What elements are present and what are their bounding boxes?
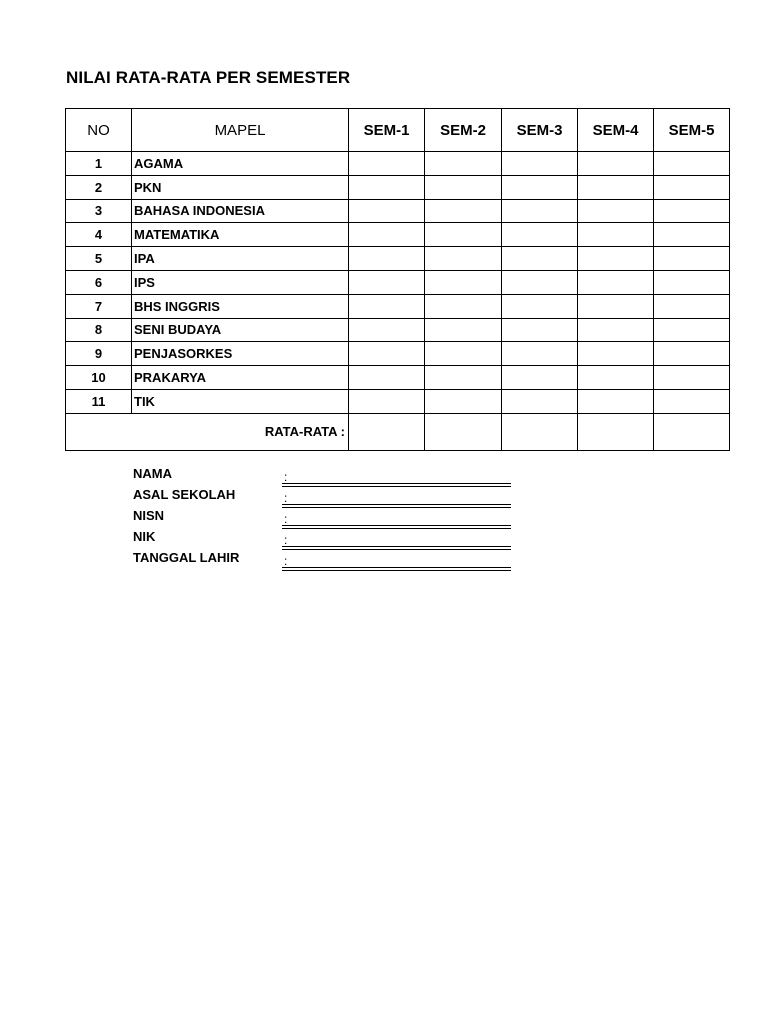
grade-cell-sem-1[interactable] [349, 342, 425, 366]
header-no: NO [66, 109, 132, 152]
grade-cell-sem-1[interactable] [349, 294, 425, 318]
grade-cell-sem-3[interactable] [502, 247, 578, 271]
average-label: RATA-RATA : [66, 413, 349, 450]
identity-label: NIK [133, 529, 156, 544]
grade-cell-sem-1[interactable] [349, 152, 425, 176]
table-row [66, 342, 730, 366]
row-no: 2 [66, 175, 132, 199]
row-mapel: PRAKARYA [132, 366, 349, 390]
identity-row-asal-sekolah [133, 487, 513, 508]
grade-cell-sem-2[interactable] [425, 223, 502, 247]
row-mapel: AGAMA [132, 152, 349, 176]
grade-cell-sem-2[interactable] [425, 389, 502, 413]
grade-cell-sem-1[interactable] [349, 199, 425, 223]
grade-cell-sem-1[interactable] [349, 318, 425, 342]
row-no: 6 [66, 270, 132, 294]
grade-cell-sem-5[interactable] [654, 342, 730, 366]
identity-row-nik [133, 529, 513, 550]
average-cell-sem-3[interactable] [502, 413, 578, 450]
table-header-row [66, 109, 730, 152]
row-mapel: SENI BUDAYA [132, 318, 349, 342]
grade-cell-sem-4[interactable] [578, 366, 654, 390]
grade-cell-sem-2[interactable] [425, 318, 502, 342]
grade-cell-sem-1[interactable] [349, 366, 425, 390]
row-no: 11 [66, 389, 132, 413]
identity-label: TANGGAL LAHIR [133, 550, 240, 565]
grade-cell-sem-4[interactable] [578, 175, 654, 199]
identity-section [133, 466, 513, 571]
average-cell-sem-1[interactable] [349, 413, 425, 450]
grade-cell-sem-5[interactable] [654, 175, 730, 199]
table-row [66, 270, 730, 294]
grade-cell-sem-3[interactable] [502, 366, 578, 390]
table-row [66, 199, 730, 223]
row-mapel: PKN [132, 175, 349, 199]
row-mapel: MATEMATIKA [132, 223, 349, 247]
page-title: NILAI RATA-RATA PER SEMESTER [66, 68, 351, 87]
average-cell-sem-5[interactable] [654, 413, 730, 450]
grade-table [65, 108, 730, 451]
grade-cell-sem-2[interactable] [425, 294, 502, 318]
table-row [66, 389, 730, 413]
grade-cell-sem-2[interactable] [425, 270, 502, 294]
row-mapel: IPA [132, 247, 349, 271]
table-row [66, 366, 730, 390]
grade-cell-sem-1[interactable] [349, 389, 425, 413]
row-no: 7 [66, 294, 132, 318]
identity-colon: : [284, 554, 288, 568]
grade-cell-sem-5[interactable] [654, 389, 730, 413]
grade-cell-sem-3[interactable] [502, 152, 578, 176]
grade-cell-sem-1[interactable] [349, 175, 425, 199]
grade-cell-sem-3[interactable] [502, 389, 578, 413]
header-sem-2: SEM-2 [425, 109, 502, 152]
identity-label: ASAL SEKOLAH [133, 487, 236, 502]
grade-cell-sem-1[interactable] [349, 223, 425, 247]
identity-colon: : [284, 533, 288, 547]
row-no: 3 [66, 199, 132, 223]
row-mapel: TIK [132, 389, 349, 413]
grade-cell-sem-4[interactable] [578, 247, 654, 271]
average-cell-sem-4[interactable] [578, 413, 654, 450]
grade-cell-sem-3[interactable] [502, 318, 578, 342]
grade-cell-sem-3[interactable] [502, 223, 578, 247]
row-no: 10 [66, 366, 132, 390]
row-no: 5 [66, 247, 132, 271]
identity-label: NISN [133, 508, 165, 523]
grade-cell-sem-2[interactable] [425, 199, 502, 223]
table-row [66, 318, 730, 342]
grade-cell-sem-2[interactable] [425, 152, 502, 176]
grade-cell-sem-5[interactable] [654, 318, 730, 342]
grade-cell-sem-4[interactable] [578, 318, 654, 342]
average-row [66, 413, 730, 450]
identity-row-nama [133, 466, 513, 487]
table-row [66, 294, 730, 318]
grade-cell-sem-5[interactable] [654, 366, 730, 390]
grade-cell-sem-3[interactable] [502, 199, 578, 223]
grade-cell-sem-4[interactable] [578, 294, 654, 318]
row-mapel: BHS INGGRIS [132, 294, 349, 318]
grade-cell-sem-2[interactable] [425, 247, 502, 271]
grade-cell-sem-4[interactable] [578, 199, 654, 223]
grade-cell-sem-3[interactable] [502, 294, 578, 318]
grade-cell-sem-4[interactable] [578, 389, 654, 413]
grade-cell-sem-2[interactable] [425, 175, 502, 199]
row-mapel: BAHASA INDONESIA [132, 199, 349, 223]
identity-colon: : [284, 491, 288, 505]
header-sem-1: SEM-1 [349, 109, 425, 152]
row-no: 1 [66, 152, 132, 176]
table-row [66, 152, 730, 176]
identity-row-tanggal-lahir [133, 550, 513, 571]
grade-cell-sem-1[interactable] [349, 270, 425, 294]
grade-cell-sem-2[interactable] [425, 366, 502, 390]
grade-cell-sem-4[interactable] [578, 270, 654, 294]
grade-cell-sem-5[interactable] [654, 270, 730, 294]
identity-colon: : [284, 512, 288, 526]
identity-row-nisn [133, 508, 513, 529]
grade-cell-sem-5[interactable] [654, 199, 730, 223]
grade-cell-sem-5[interactable] [654, 223, 730, 247]
table-row [66, 175, 730, 199]
grade-cell-sem-3[interactable] [502, 175, 578, 199]
identity-colon: : [284, 470, 288, 484]
grade-cell-sem-5[interactable] [654, 152, 730, 176]
row-no: 8 [66, 318, 132, 342]
grade-cell-sem-3[interactable] [502, 342, 578, 366]
grade-cell-sem-4[interactable] [578, 152, 654, 176]
header-sem-3: SEM-3 [502, 109, 578, 152]
header-mapel: MAPEL [132, 109, 349, 152]
grade-cell-sem-3[interactable] [502, 270, 578, 294]
grade-cell-sem-1[interactable] [349, 247, 425, 271]
table-row [66, 247, 730, 271]
grade-cell-sem-4[interactable] [578, 223, 654, 247]
identity-label: NAMA [133, 466, 172, 481]
table-row [66, 223, 730, 247]
row-no: 4 [66, 223, 132, 247]
identity-fill-line[interactable] [282, 567, 511, 571]
header-sem-4: SEM-4 [578, 109, 654, 152]
average-cell-sem-2[interactable] [425, 413, 502, 450]
grade-cell-sem-5[interactable] [654, 294, 730, 318]
header-sem-5: SEM-5 [654, 109, 730, 152]
grade-cell-sem-4[interactable] [578, 342, 654, 366]
row-mapel: IPS [132, 270, 349, 294]
row-no: 9 [66, 342, 132, 366]
grade-cell-sem-5[interactable] [654, 247, 730, 271]
grade-cell-sem-2[interactable] [425, 342, 502, 366]
row-mapel: PENJASORKES [132, 342, 349, 366]
